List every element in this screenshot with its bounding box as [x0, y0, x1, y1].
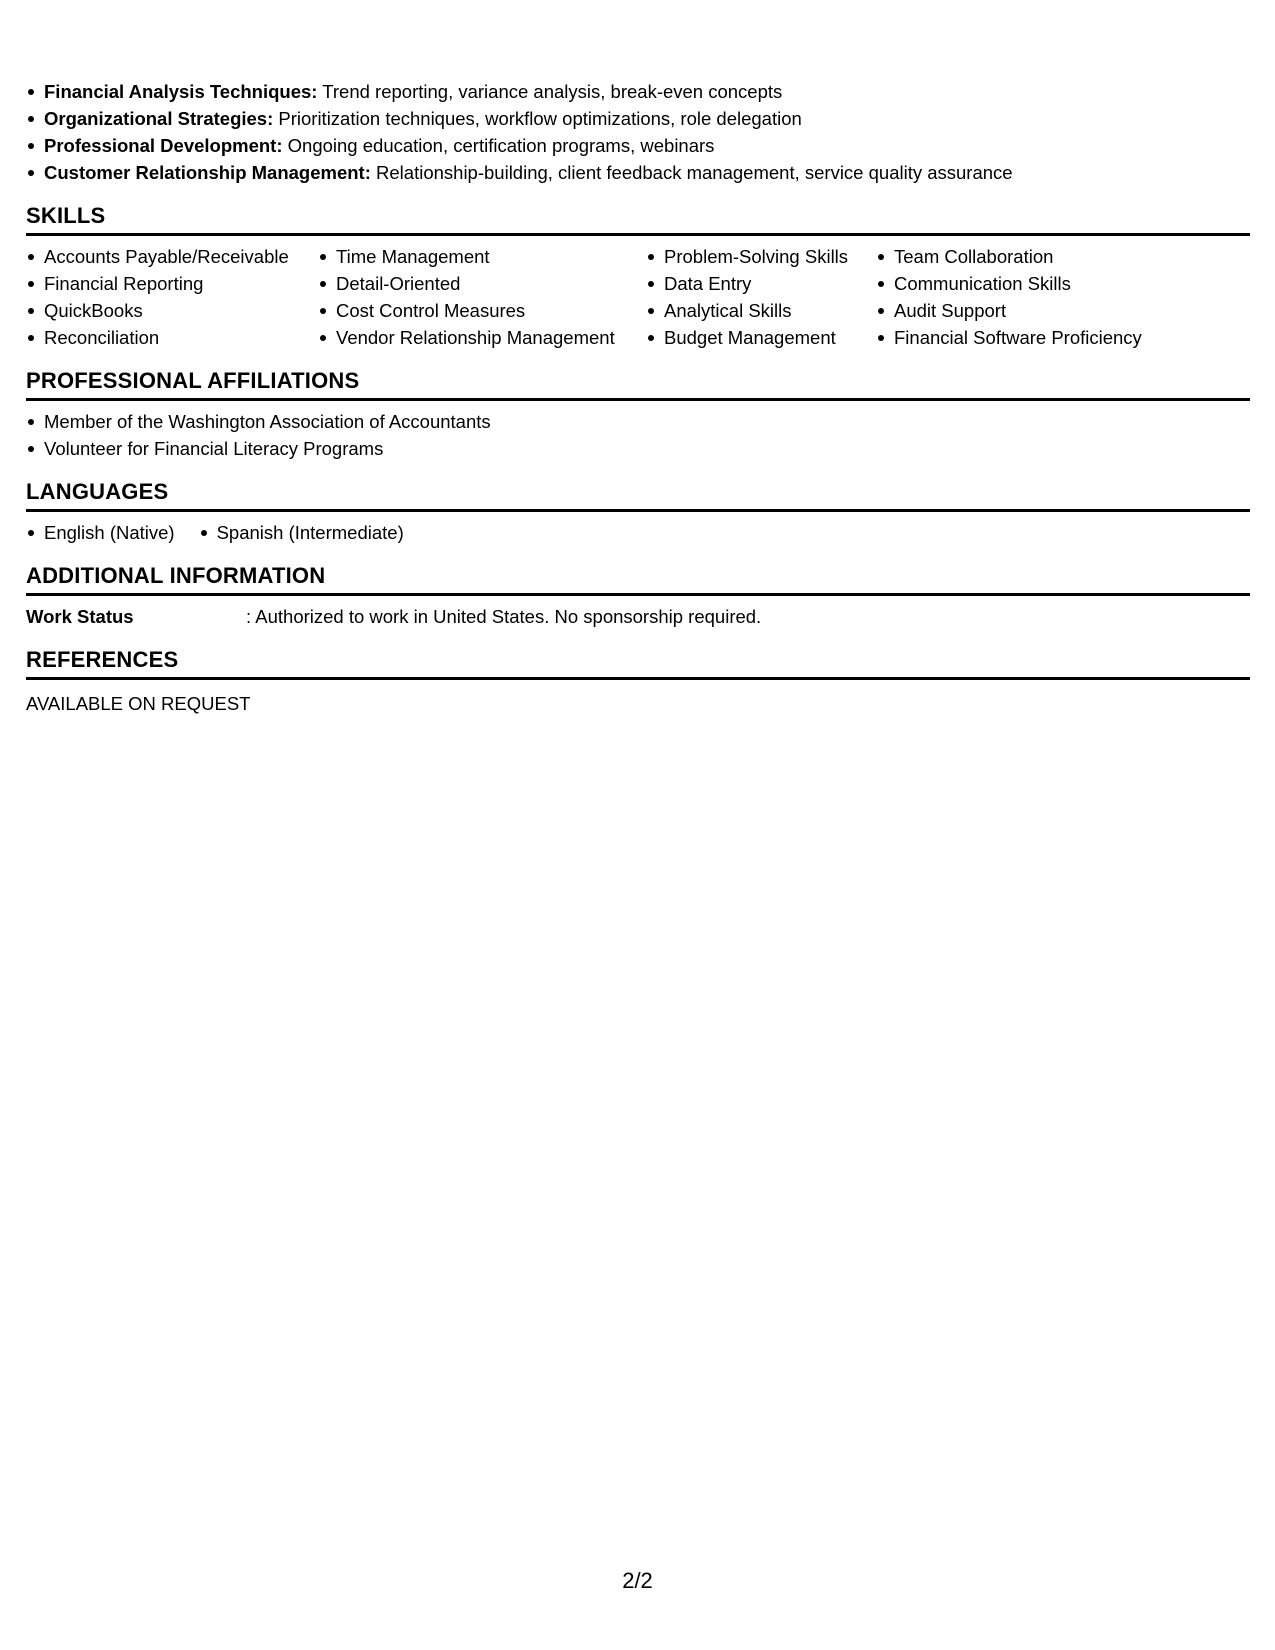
- work-status-value: : Authorized to work in United States. No sponsorship required.: [246, 606, 762, 627]
- item-label: Professional Development:: [44, 135, 283, 156]
- intro-list: [26, 78, 1250, 186]
- skill-item: Budget Management: [646, 324, 876, 351]
- skill-item: Audit Support: [876, 297, 1236, 324]
- affiliation-item: Member of the Washington Association of Accountants: [26, 408, 1250, 435]
- resume-page: [26, 78, 1250, 717]
- skill-item: Accounts Payable/Receivable: [26, 243, 318, 270]
- skills-column-3: [646, 243, 876, 351]
- list-item: [26, 132, 1250, 159]
- skills-column-1: [26, 243, 318, 351]
- skill-item: Financial Software Proficiency: [876, 324, 1236, 351]
- item-text: Relationship-building, client feedback management, service quality assurance: [376, 162, 1013, 183]
- skill-item: Analytical Skills: [646, 297, 876, 324]
- skills-column-2: [318, 243, 646, 351]
- skill-item: Reconciliation: [26, 324, 318, 351]
- languages-list: [26, 519, 1250, 546]
- item-text: Prioritization techniques, workflow optimizations, role delegation: [278, 108, 802, 129]
- item-text: Ongoing education, certification programs, webinars: [287, 135, 715, 156]
- skill-item: Problem-Solving Skills: [646, 243, 876, 270]
- affiliation-item: Volunteer for Financial Literacy Programs: [26, 435, 1250, 462]
- affiliations-list: [26, 408, 1250, 462]
- list-item: [26, 159, 1250, 186]
- work-status-label: Work Status: [26, 606, 134, 627]
- skill-item: Time Management: [318, 243, 646, 270]
- references-text: AVAILABLE ON REQUEST: [26, 693, 251, 714]
- affiliations-heading: PROFESSIONAL AFFILIATIONS: [26, 367, 1250, 401]
- skill-item: Data Entry: [646, 270, 876, 297]
- references-heading: REFERENCES: [26, 646, 1250, 680]
- skills-heading: SKILLS: [26, 202, 1250, 236]
- item-label: Customer Relationship Management:: [44, 162, 371, 183]
- page-number: 2/2: [622, 1568, 653, 1593]
- item-label: Organizational Strategies:: [44, 108, 274, 129]
- skill-item: Detail-Oriented: [318, 270, 646, 297]
- skill-item: Vendor Relationship Management: [318, 324, 646, 351]
- list-item: [26, 78, 1250, 105]
- item-label: Financial Analysis Techniques:: [44, 81, 318, 102]
- languages-heading: LANGUAGES: [26, 478, 1250, 512]
- work-status-row: [26, 603, 1250, 630]
- skills-grid: [26, 243, 1250, 351]
- skill-item: Cost Control Measures: [318, 297, 646, 324]
- list-item: [26, 105, 1250, 132]
- skill-item: Financial Reporting: [26, 270, 318, 297]
- item-text: Trend reporting, variance analysis, break-even concepts: [322, 81, 783, 102]
- language-item: Spanish (Intermediate): [199, 519, 404, 546]
- skill-item: Team Collaboration: [876, 243, 1236, 270]
- skill-item: QuickBooks: [26, 297, 318, 324]
- language-item: English (Native): [26, 519, 175, 546]
- skill-item: Communication Skills: [876, 270, 1236, 297]
- additional-info-heading: ADDITIONAL INFORMATION: [26, 562, 1250, 596]
- skills-column-4: [876, 243, 1236, 351]
